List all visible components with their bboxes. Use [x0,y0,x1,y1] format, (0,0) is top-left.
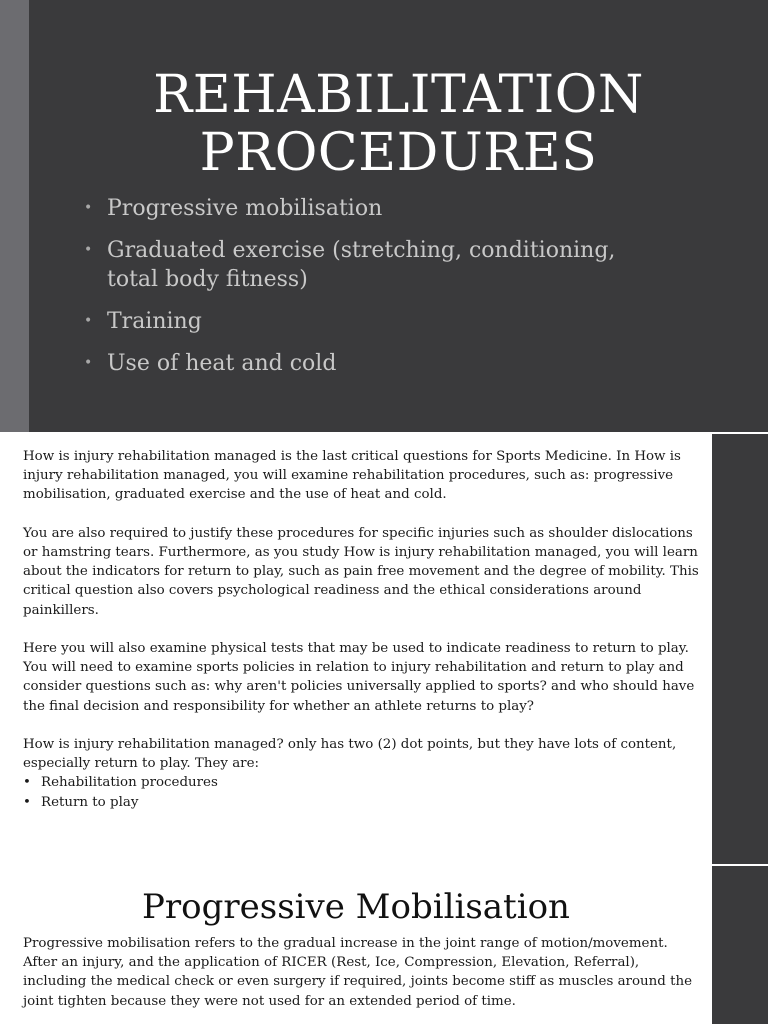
body-paragraph: Here you will also examine physical tests that may be used to indicate readiness to return to play. [23,641,689,656]
slide-bullet-item [84,236,724,294]
bullet-dot-icon: • [84,200,93,216]
slide-rehabilitation-procedures [0,0,768,432]
section-heading: Progressive Mobilisation [142,887,570,927]
slide-bullet-text: Use of heat and cold [107,351,337,376]
slide-title [29,66,768,182]
side-slide-panel [712,434,768,864]
list-item [23,773,699,792]
list-item-text: Rehabilitation procedures [41,775,218,791]
body-paragraph: You will need to examine sports policies in relation to injury rehabilitation and return to play and consider questions such as: why aren't policies universally applied to sports? and who should have the final decision and responsibility for whether an athlete returns to play? [23,660,695,714]
slide-bullet-text: Progressive mobilisation [107,196,383,221]
body-paragraph: You are also required to justify these procedures for specific injuries such as shoulder dislocations or hamstring tears. Furthermore, as you study How is injury rehabilitation managed, you will learn about the indicators for return to play, such as pain free movement and the degree of mobility. This critical question also covers psychological readiness and the ethical considerations around painkillers. [23,525,699,618]
bullet-dot-icon: • [84,242,93,258]
slide-bullet-text: Training [107,309,202,334]
section-paragraph: Progressive mobilisation refers to the gradual increase in the joint range of motion/movement. After an injury, and the application of RICER (Rest, Ice, Compression, Elevation, Referral), including the medical check or even surgery if required, joints become stiff as muscles around the joint tighten because they were not used for an extended period of time. [23,936,693,1009]
list-item [23,793,699,812]
slide-bullet-item [84,194,724,223]
slide-accent-stripe [0,0,29,432]
slide-bullet-item [84,307,724,336]
body-paragraph: How is injury rehabilitation managed? only has two (2) dot points, but they have lots of content, especially return to play. They are: [23,737,677,772]
slide-title-line-2: PROCEDURES [199,123,598,183]
body-paragraph: How is injury rehabilitation managed is the last critical questions for Sports Medicine. In How is injury rehabilitation managed, you will examine rehabilitation procedures, such as: progressive mobilisation, graduated exercise and the use of heat and cold. [23,449,681,503]
slide-title-line-1: REHABILITATION [153,65,644,125]
bullet-dot-icon: • [84,313,93,329]
bullet-dot-icon: • [23,794,31,810]
side-slide-panel [712,866,768,1024]
body-bullet-list [23,773,699,811]
document-body [23,447,699,812]
bullet-dot-icon: • [84,355,93,371]
slide-bullet-text-continued: total body fitness) [107,267,308,292]
slide-bullet-text: Graduated exercise (stretching, conditioning, [107,238,616,263]
list-item-text: Return to play [41,794,139,810]
slide-bullet-list [84,194,724,391]
bullet-dot-icon: • [23,775,31,791]
slide-bullet-item [84,349,724,378]
